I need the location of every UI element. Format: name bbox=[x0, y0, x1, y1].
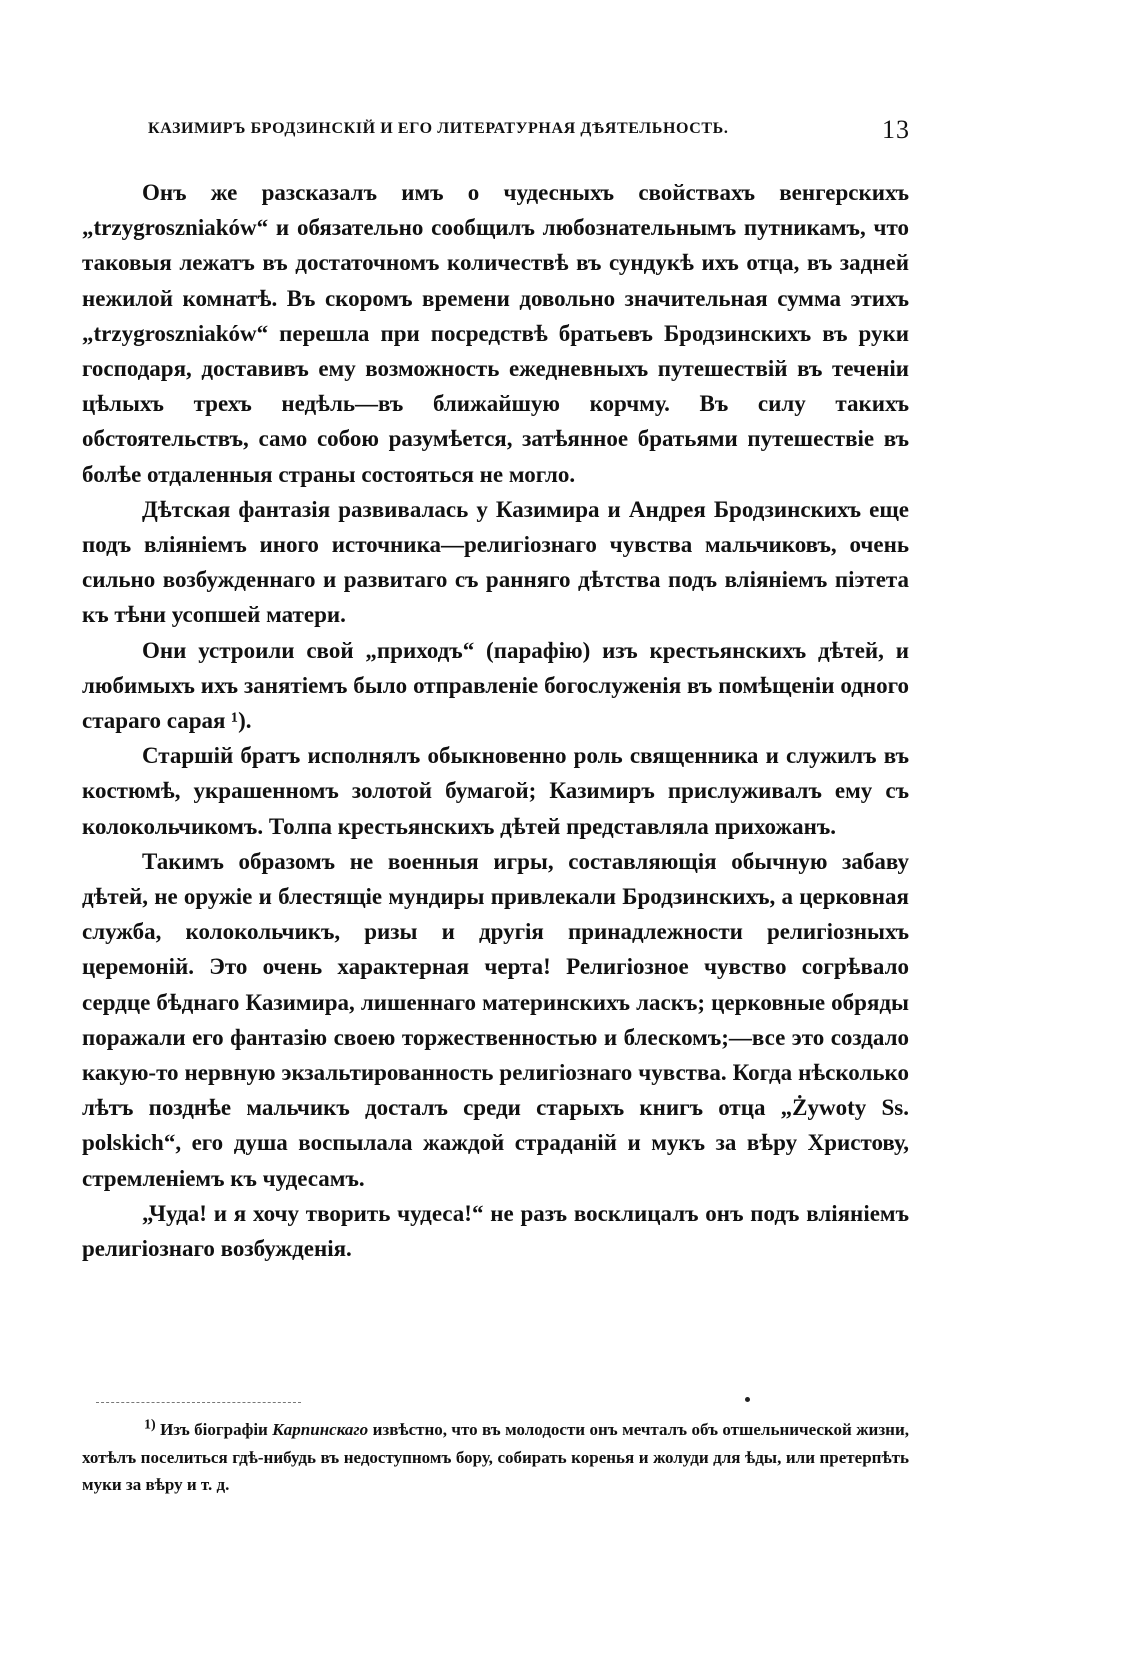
footnote bbox=[82, 1416, 909, 1499]
footnote-text-before: Изъ біографіи bbox=[155, 1420, 273, 1439]
paragraph: Такимъ образомъ не военныя игры, составляющія обычную забаву дѣтей, не оружіе и блестящіе мундиры привлекали Бродзинскихъ, а церковная служба, колокольчикъ, ризы и другія принадлежности религіозныхъ церемоній. Это очень характерная черта! Религіозное чувство согрѣвало сердце бѣднаго Казимира, лишеннаго материнскихъ ласкъ; церковные обряды поражали его фантазію своею торжественностью и блескомъ;—все это создало какую-то нервную экзальтированность религіознаго чувства. Когда нѣсколько лѣтъ позднѣе мальчикъ досталъ среди старыхъ книгъ отца „Żywoty Ss. polskich“, его душа воспылала жаждой страданій и мукъ за вѣру Христову, стремленіемъ къ чудесамъ. bbox=[82, 848, 909, 1191]
footnote-text-after: извѣстно, что въ молодости онъ мечталъ объ отшельнической жизни, хотѣлъ поселиться гдѣ-нибудь въ недоступномъ бору, собирать коренья и жолуди для ѣды, или претерпѣть муки за вѣру и т. д. bbox=[82, 1420, 909, 1494]
footnote-italic-name: Карпинскаго bbox=[272, 1420, 369, 1439]
paragraph: Они устроили свой „приходъ“ (парафію) изъ крестьянскихъ дѣтей, и любимыхъ ихъ занятіемъ было отправленіе богослуженія въ помѣщеніи одного стараго сарая ¹). bbox=[82, 637, 909, 734]
running-head bbox=[148, 115, 910, 150]
paragraph: Старшій братъ исполнялъ обыкновенно роль священника и служилъ въ костюмѣ, украшенномъ золотой бумагой; Казимиръ прислуживалъ ему съ колокольчикомъ. Толпа крестьянскихъ дѣтей представляла прихожанъ. bbox=[82, 743, 909, 839]
ink-speck bbox=[745, 1397, 750, 1402]
paragraph: Онъ же разсказалъ имъ о чудесныхъ свойствахъ венгерскихъ „trzygroszniaków“ и обязательно сообщилъ любознательнымъ путникамъ, что таковыя лежатъ въ достаточномъ количествѣ въ сундукѣ ихъ отца, въ задней нежилой комнатѣ. Въ скоромъ времени довольно значительная сумма этихъ „trzygroszniaków“ перешла при посредствѣ братьевъ Бродзинскихъ въ руки господаря, доставивъ ему возможность ежедневныхъ путешествій въ теченіи цѣлыхъ трехъ недѣль—въ ближайшую корчму. Въ силу такихъ обстоятельствъ, само собою разумѣется, затѣянное братьями путешествіе въ болѣе отдаленныя страны состояться не могло. bbox=[82, 180, 909, 487]
main-text bbox=[82, 175, 909, 1266]
running-head-title: КАЗИМИРЪ БРОДЗИНСКІЙ И ЕГО ЛИТЕРАТУРНАЯ ДѢЯТЕЛЬНОСТЬ. bbox=[148, 120, 729, 137]
paragraph: „Чуда! и я хочу творить чудеса!“ не разъ восклицалъ онъ подъ вліяніемъ религіознаго возбужденія. bbox=[82, 1200, 909, 1262]
footnote-text bbox=[82, 1416, 909, 1499]
page-number: 13 bbox=[882, 115, 910, 144]
footnote-separator bbox=[96, 1402, 301, 1403]
paragraph: Дѣтская фантазія развивалась у Казимира и Андрея Бродзинскихъ еще подъ вліяніемъ иного источника—религіознаго чувства мальчиковъ, очень сильно возбужденнаго и развитаго съ ранняго дѣтства подъ вліяніемъ піэтета къ тѣни усопшей матери. bbox=[82, 496, 909, 628]
footnote-marker: 1) bbox=[144, 1417, 156, 1433]
